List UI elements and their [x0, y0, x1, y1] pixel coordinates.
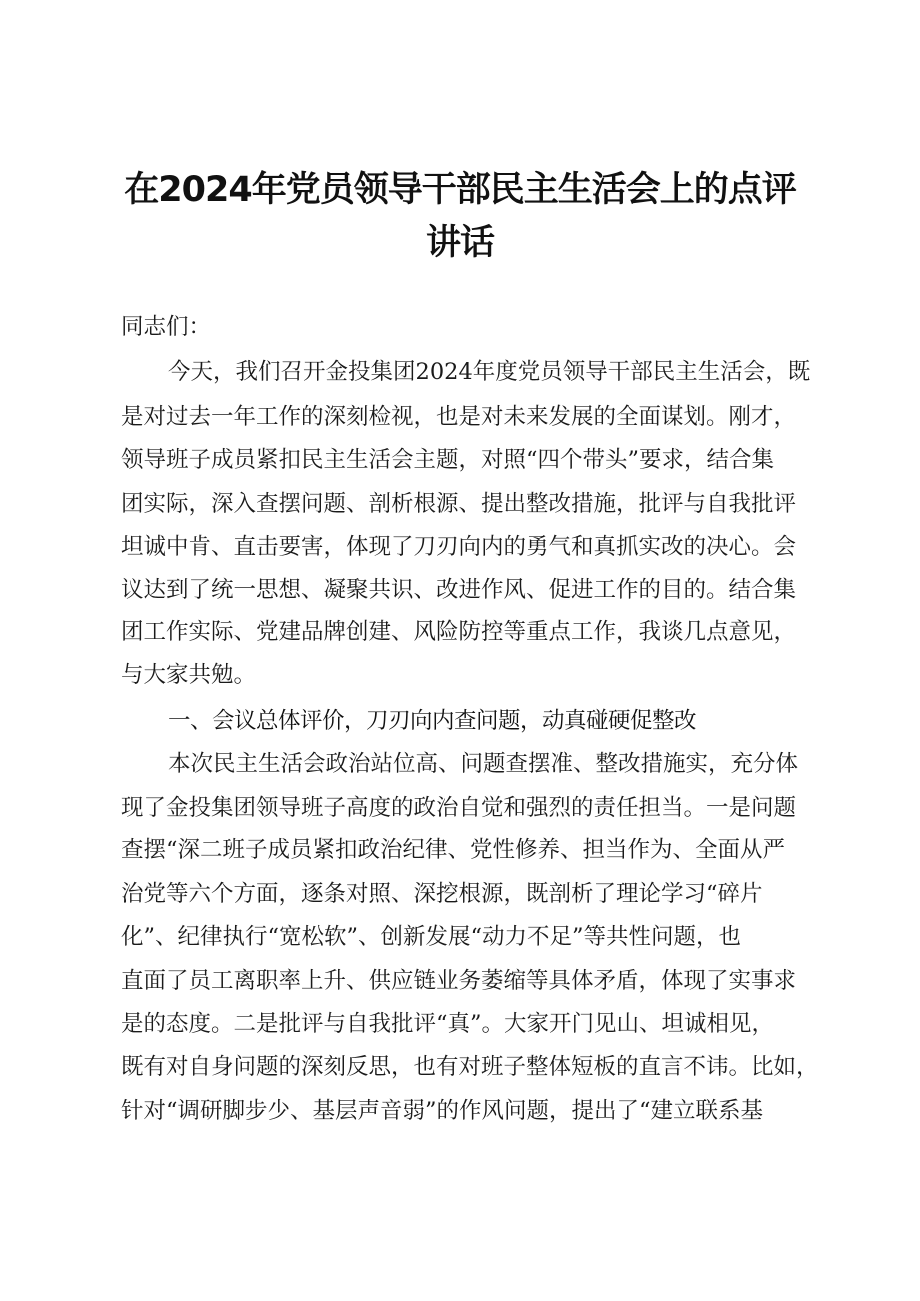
paragraph-line: 团工作实际、党建品牌创建、风险防控等重点工作，我谈几点意见， [121, 619, 797, 645]
paragraph-line: 既有对自身问题的深刻反思，也有对班子整体短板的直言不讳。比如， [121, 1054, 819, 1080]
paragraph-line: 化”、纪律执行“宽松软”、创新发展“动力不足”等共性问题，也 [121, 924, 742, 950]
paragraph-line: 与大家共勉。 [121, 662, 257, 688]
paragraph-line: 现了金投集团领导班子高度的政治自觉和强烈的责任担当。一是问题 [121, 795, 797, 821]
paragraph-line: 领导班子成员紧扣民主生活会主题，对照“四个带头”要求，结合集 [121, 447, 775, 473]
paragraph-line: 议达到了统一思想、凝聚共识、改进作风、促进工作的目的。结合集 [121, 577, 797, 603]
paragraph-line: 团实际，深入查摆问题、剖析根源、提出整改措施，批评与自我批评 [121, 491, 797, 517]
paragraph-line: 今天，我们召开金投集团2024年度党员领导干部民主生活会，既 [168, 359, 811, 385]
paragraph-line: 直面了员工离职率上升、供应链业务萎缩等具体矛盾，体现了实事求 [121, 968, 797, 994]
paragraph-line: 坦诚中肯、直击要害，体现了刀刃向内的勇气和真抓实改的决心。会 [121, 534, 797, 560]
paragraph-line: 是的态度。二是批评与自我批评“真”。大家开门见山、坦诚相见， [121, 1011, 775, 1037]
paragraph-line: 是对过去一年工作的深刻检视，也是对未来发展的全面谋划。刚才， [121, 404, 797, 430]
paragraph-line: 本次民主生活会政治站位高、问题查摆准、整改措施实，充分体 [168, 751, 799, 777]
document-title: 在2024年党员领导干部民主生活会上的点评 [124, 170, 796, 210]
document-title-continuation: 讲话 [425, 223, 494, 263]
salutation: 同志们： [121, 314, 212, 340]
paragraph-line: 治党等六个方面，逐条对照、深挖根源，既剖析了理论学习“碎片 [121, 881, 763, 907]
paragraph-line: 查摆“深二班子成员紧扣政治纪律、党性修养、担当作为、全面从严 [121, 837, 786, 863]
section-heading: 一、会议总体评价，刀刃向内查问题，动真碰硬促整改 [168, 708, 697, 734]
paragraph-line: 针对“调研脚步少、基层声音弱”的作风问题，提出了“建立联系基 [121, 1098, 764, 1124]
